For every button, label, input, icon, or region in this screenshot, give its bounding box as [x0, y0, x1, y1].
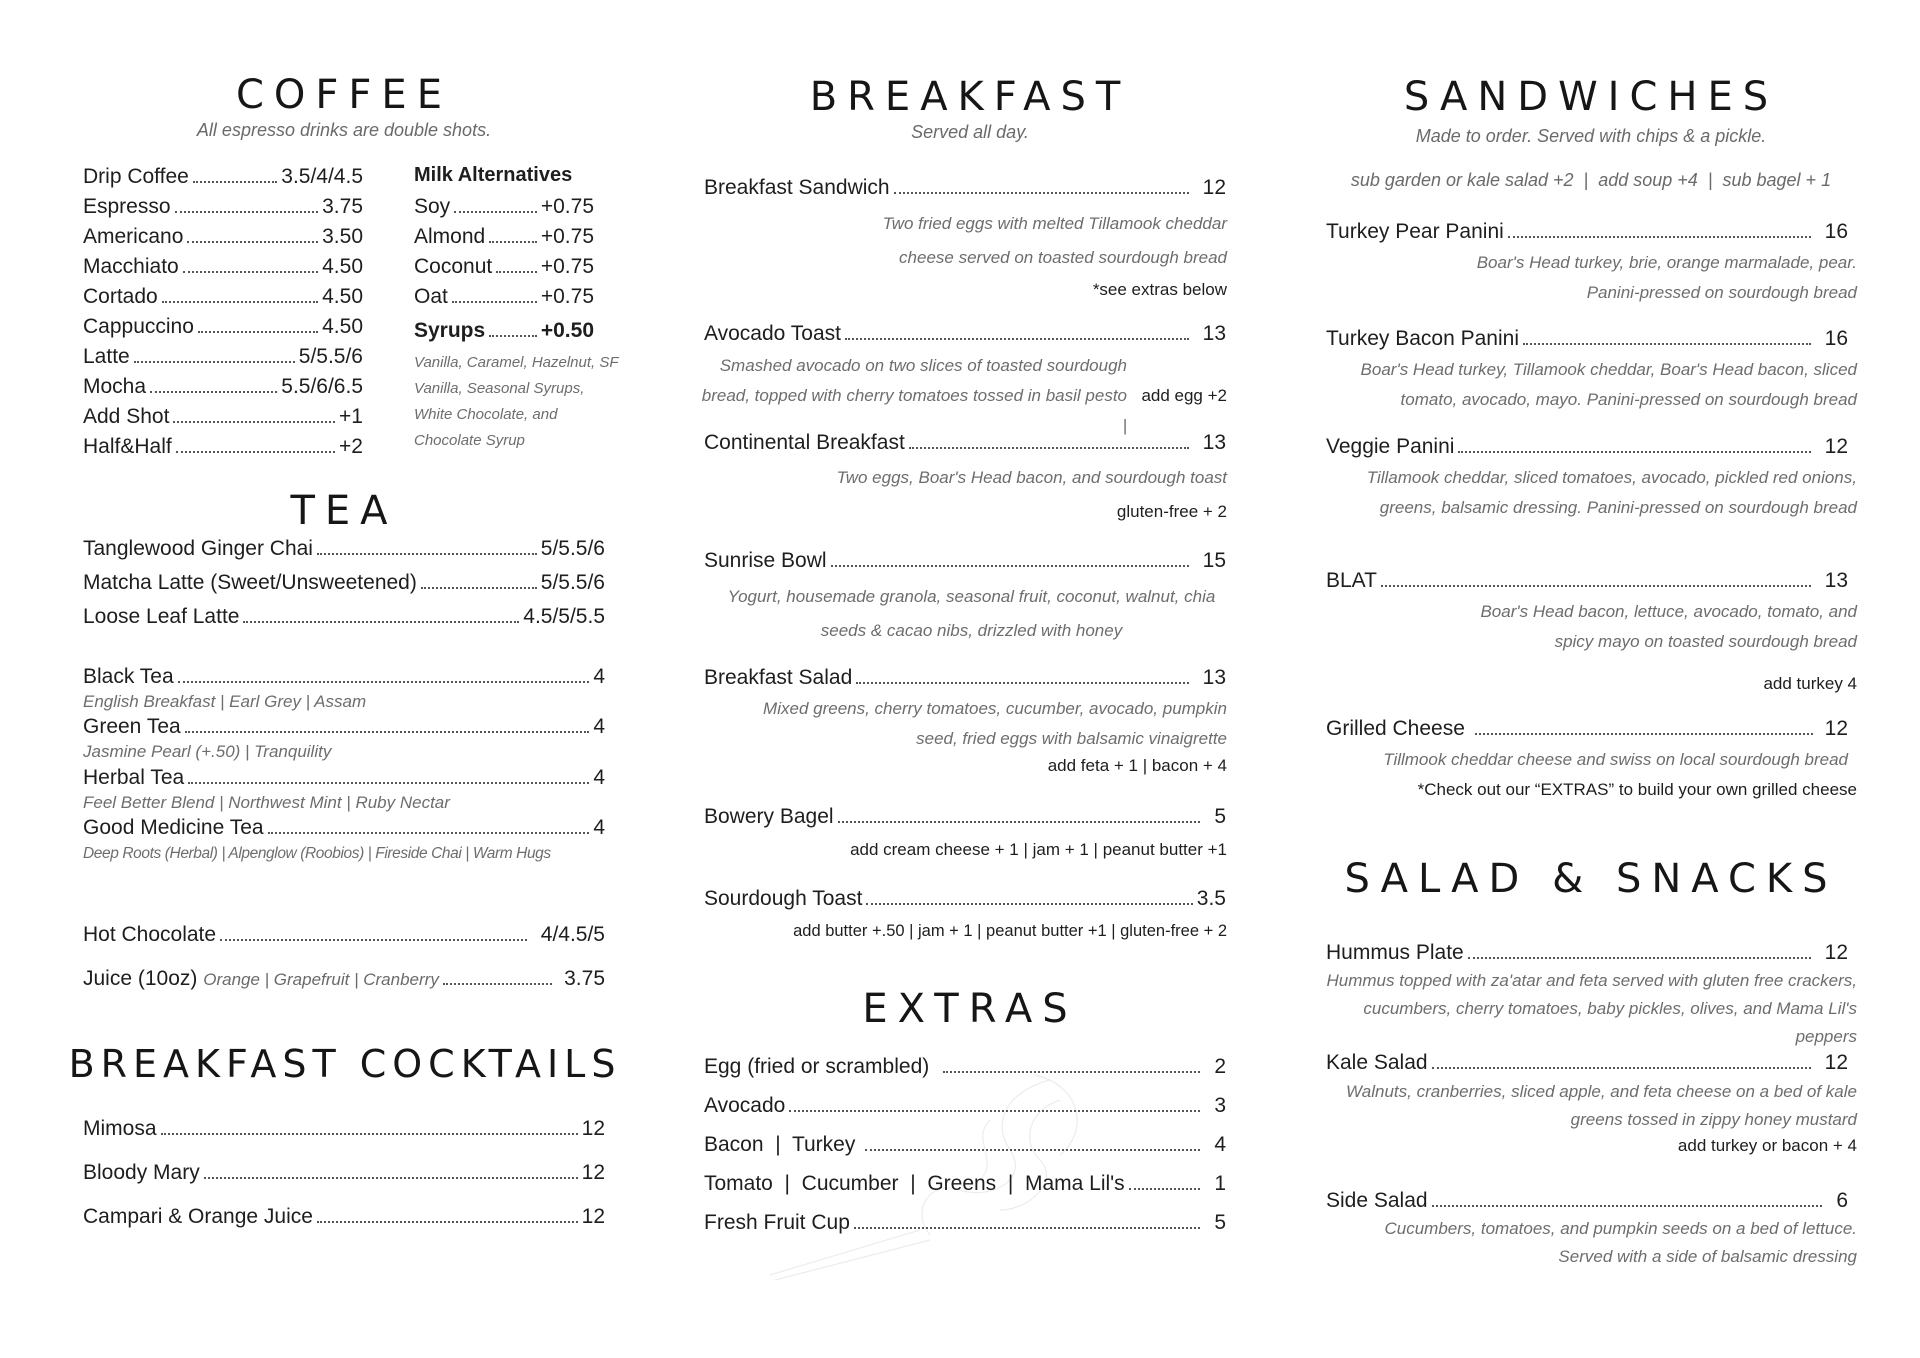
item-name: Matcha Latte (Sweet/Unsweetened) [83, 571, 417, 594]
sandwich-item [1326, 219, 1848, 245]
item-name: Mimosa [83, 1117, 157, 1140]
item-name: Mocha [83, 375, 147, 398]
item-name: Syrups [414, 319, 486, 342]
sandwiches-subtitle: Made to order. Served with chips & a pickle. [1415, 126, 1767, 146]
item-price: +0.75 [540, 255, 594, 278]
salad-item [1326, 1188, 1848, 1214]
leader-dots [909, 447, 1189, 449]
item-price: 5.5/6/6.5 [281, 375, 363, 398]
item-price: +2 [339, 435, 363, 458]
item-price: 12 [1824, 941, 1848, 964]
item-price: 3.75 [322, 195, 363, 218]
milk-item [414, 224, 594, 250]
item-name: Cortado [83, 285, 158, 308]
menu-item [83, 254, 363, 280]
item-name: Avocado Toast [704, 322, 841, 345]
cocktails-title: BREAKFAST COCKTAILS [68, 1042, 622, 1086]
tea-item [83, 815, 605, 841]
item-price: 12 [1202, 176, 1226, 199]
sandwich-item [1326, 434, 1848, 460]
item-description: Boar's Head bacon, lettuce, avocado, tomato, and spicy mayo on toasted sourdough bread [1480, 602, 1857, 651]
extras-item [704, 1171, 1226, 1197]
leader-dots [1381, 585, 1811, 587]
item-price: 4 [593, 715, 605, 738]
breakfast-item [704, 321, 1226, 347]
item-name: Veggie Panini [1326, 435, 1455, 458]
extras-title: EXTRAS [862, 986, 1078, 1032]
leader-dots [838, 821, 1201, 823]
milk-item [414, 194, 594, 220]
item-price: 13 [1202, 666, 1226, 689]
leader-dots [443, 983, 552, 985]
leader-dots [1458, 451, 1810, 453]
menu-item [83, 374, 363, 400]
item-name: Turkey Pear Panini [1326, 220, 1504, 243]
item-description: Walnuts, cranberries, sliced apple, and feta cheese on a bed of kale greens tossed in zippy honey mustard [1346, 1082, 1857, 1129]
item-price: 4.50 [322, 285, 363, 308]
milk-item [414, 254, 594, 280]
tea-item [83, 765, 605, 791]
leader-dots [193, 181, 277, 183]
menu-item [83, 194, 363, 220]
item-price: 4 [1214, 1133, 1226, 1156]
item-name: Campari & Orange Juice [83, 1205, 313, 1228]
leader-dots [220, 939, 527, 941]
sandwich-item [1326, 716, 1848, 742]
item-addon: *see extras below [1092, 280, 1227, 299]
leader-dots [150, 391, 277, 393]
menu-item [83, 434, 363, 460]
leader-dots [866, 903, 1192, 905]
leader-dots [1432, 1067, 1811, 1069]
leader-dots [845, 338, 1189, 340]
item-description: Boar's Head turkey, brie, orange marmalade, pear. Panini-pressed on sourdough bread [1476, 253, 1857, 302]
leader-dots [161, 1133, 578, 1135]
leader-dots [176, 451, 335, 453]
sandwich-item [1326, 568, 1848, 594]
item-price: 3.5/4/4.5 [281, 165, 363, 188]
item-addon: gluten-free + 2 [1116, 502, 1227, 521]
item-name: Avocado [704, 1094, 786, 1117]
breakfast-item [704, 548, 1226, 574]
leader-dots [1508, 236, 1811, 238]
item-name: Good Medicine Tea [83, 816, 264, 839]
breakfast-title: BREAKFAST [809, 74, 1131, 120]
extras-item [704, 1093, 1226, 1119]
item-price: 16 [1824, 220, 1848, 243]
leader-dots [421, 587, 537, 589]
sandwich-item [1326, 326, 1848, 352]
leader-dots [854, 1227, 1200, 1229]
extras-item [704, 1054, 1226, 1080]
item-addon: *Check out our “EXTRAS” to build your own grilled cheese [1417, 780, 1857, 799]
item-price: 12 [1824, 1051, 1848, 1074]
sandwiches-title: SANDWICHES [1403, 74, 1779, 120]
item-price: +0.75 [540, 225, 594, 248]
syrups-item [414, 318, 594, 344]
item-name: Hummus Plate [1326, 941, 1464, 964]
coffee-subtitle: All espresso drinks are double shots. [196, 120, 492, 140]
item-name: Half&Half [83, 435, 172, 458]
leader-dots [831, 565, 1189, 567]
item-name: Black Tea [83, 665, 174, 688]
syrup-flavors: Vanilla, Caramel, Hazelnut, SF Vanilla, Seasonal Syrups, White Chocolate, and Chocolate Syrup [414, 354, 619, 449]
leader-dots [317, 553, 537, 555]
cocktail-item [83, 1116, 605, 1142]
tea-varieties: English Breakfast | Earl Grey | Assam [83, 692, 367, 711]
leader-dots [175, 211, 319, 213]
coffee-title: COFFEE [236, 72, 452, 118]
item-description: Two eggs, Boar's Head bacon, and sourdough toast [836, 468, 1227, 487]
item-name: Drip Coffee [83, 165, 189, 188]
item-price: 5 [1214, 805, 1226, 828]
item-price: 4 [593, 816, 605, 839]
menu-item [83, 404, 363, 430]
item-name: BLAT [1326, 569, 1377, 592]
leader-dots [1475, 733, 1813, 735]
tea-latte-item [83, 604, 605, 630]
leader-dots [452, 301, 537, 303]
item-price: +0.75 [540, 195, 594, 218]
item-name: Bowery Bagel [704, 805, 834, 828]
leader-dots [187, 241, 318, 243]
breakfast-item [704, 665, 1226, 691]
item-name: Egg (fried or scrambled) [704, 1055, 930, 1078]
leader-dots [865, 1149, 1200, 1151]
item-price: 3 [1214, 1094, 1226, 1117]
item-price: 13 [1824, 569, 1848, 592]
item-name: Side Salad [1326, 1189, 1428, 1212]
item-name: Macchiato [83, 255, 179, 278]
leader-dots [317, 1221, 578, 1223]
item-name: Hot Chocolate [83, 923, 217, 946]
hot-chocolate-item [83, 922, 605, 948]
leader-dots [454, 211, 537, 213]
leader-dots [188, 782, 589, 784]
leader-dots [268, 832, 590, 834]
leader-dots [789, 1110, 1200, 1112]
item-description: Yogurt, housemade granola, seasonal fruit, coconut, walnut, chia seeds & cacao nibs, drizzled with honey [727, 587, 1216, 640]
item-name: Kale Salad [1326, 1051, 1428, 1074]
milk-alternatives-heading: Milk Alternatives [414, 164, 573, 186]
item-price: 4.50 [322, 315, 363, 338]
item-name: Breakfast Sandwich [704, 176, 890, 199]
extras-item [704, 1210, 1226, 1236]
item-price: 3.5 [1196, 887, 1226, 910]
item-name: Herbal Tea [83, 766, 185, 789]
item-description: Boar's Head turkey, Tillamook cheddar, Boar's Head bacon, sliced tomato, avocado, mayo. Panini-pressed on sourdough bread [1360, 360, 1857, 409]
milk-item [414, 284, 594, 310]
item-price: +0.75 [540, 285, 594, 308]
item-price: 2 [1214, 1055, 1226, 1078]
item-price: 16 [1824, 327, 1848, 350]
item-name: Continental Breakfast [704, 431, 905, 454]
menu-item [83, 344, 363, 370]
tea-varieties: Deep Roots (Herbal) | Alpenglow (Roobios) | Fireside Chai | Warm Hugs [83, 845, 551, 862]
item-price: 4.5/5/5.5 [523, 605, 605, 628]
item-addon: add butter +.50 | jam + 1 | peanut butter +1 | gluten-free + 2 [793, 922, 1227, 940]
item-price: 6 [1836, 1189, 1848, 1212]
item-price: 12 [581, 1205, 605, 1228]
juice-options: Orange | Grapefruit | Cranberry [203, 970, 439, 989]
item-name: Almond [414, 225, 486, 248]
leader-dots [243, 621, 519, 623]
leader-dots [183, 271, 318, 273]
item-price: 4.50 [322, 255, 363, 278]
item-addon: add turkey or bacon + 4 [1677, 1136, 1857, 1155]
salad-item [1326, 1050, 1848, 1076]
breakfast-item [704, 886, 1226, 912]
item-price: 3.75 [564, 967, 605, 990]
item-description: Tillamook cheddar, sliced tomatoes, avocado, pickled red onions, greens, balsamic dressing. Panini-pressed on sourdough bread [1366, 468, 1857, 517]
item-name: Latte [83, 345, 130, 368]
leader-dots [204, 1177, 578, 1179]
item-name: Oat [414, 285, 448, 308]
item-price: 3.50 [322, 225, 363, 248]
leader-dots [185, 731, 590, 733]
leader-dots [496, 271, 537, 273]
item-name: Sourdough Toast [704, 887, 863, 910]
item-price: 4/4.5/5 [540, 923, 605, 946]
menu-item [83, 284, 363, 310]
menu-item [83, 164, 363, 190]
item-description: Tillmook cheddar cheese and swiss on local sourdough bread [1383, 750, 1848, 769]
tea-latte-item [83, 536, 605, 562]
item-price: 12 [581, 1117, 605, 1140]
leader-dots [178, 681, 590, 683]
item-description: Cucumbers, tomatoes, and pumpkin seeds on a bed of lettuce. Served with a side of balsamic dressing [1384, 1219, 1857, 1266]
item-name: Bloody Mary [83, 1161, 200, 1184]
item-addon: add egg +2 [1141, 386, 1227, 405]
leader-dots [162, 301, 318, 303]
item-name: Turkey Bacon Panini [1326, 327, 1519, 350]
item-name: Cappuccino [83, 315, 194, 338]
juice-item [83, 966, 605, 993]
item-price: 12 [1824, 435, 1848, 458]
cocktail-item [83, 1160, 605, 1186]
leader-dots [1468, 957, 1811, 959]
item-name: Soy [414, 195, 451, 218]
item-price: 13 [1202, 431, 1226, 454]
item-price: 12 [1824, 717, 1848, 740]
item-addon: add feta + 1 | bacon + 4 [1047, 756, 1227, 775]
leader-dots [1432, 1205, 1823, 1207]
salad-item [1326, 940, 1848, 966]
item-price: 13 [1202, 322, 1226, 345]
item-name: Fresh Fruit Cup [704, 1211, 850, 1234]
item-name: Espresso [83, 195, 171, 218]
item-price: 4 [593, 665, 605, 688]
breakfast-item [704, 430, 1226, 456]
leader-dots [856, 682, 1188, 684]
cocktail-item [83, 1204, 605, 1230]
item-price: 5/5.5/6 [540, 571, 605, 594]
item-price: 1 [1214, 1172, 1226, 1195]
item-price: +1 [339, 405, 363, 428]
item-name: Coconut [414, 255, 493, 278]
tea-item [83, 664, 605, 690]
item-addon: add turkey 4 [1763, 674, 1857, 693]
leader-dots [943, 1071, 1200, 1073]
breakfast-subtitle: Served all day. [911, 122, 1029, 142]
leader-dots [134, 361, 295, 363]
leader-dots [173, 421, 335, 423]
breakfast-item [704, 804, 1226, 830]
menu-item [83, 224, 363, 250]
item-name: Grilled Cheese [1326, 717, 1465, 740]
breakfast-item [704, 175, 1226, 201]
extras-item [704, 1132, 1226, 1158]
item-name: Americano [83, 225, 184, 248]
item-price: 5/5.5/6 [540, 537, 605, 560]
item-name: Bacon | Turkey [704, 1133, 856, 1156]
item-name: Tanglewood Ginger Chai [83, 537, 313, 560]
tea-title: TEA [290, 488, 398, 534]
item-name: Juice (10oz) [83, 967, 198, 990]
tea-item [83, 714, 605, 740]
salads-title: SALAD & SNACKS [1344, 856, 1838, 902]
item-name: Green Tea [83, 715, 181, 738]
item-addon: add cream cheese + 1 | jam + 1 | peanut butter +1 [850, 840, 1227, 859]
leader-dots [198, 331, 318, 333]
item-description: Hummus topped with za'atar and feta served with gluten free crackers, cucumbers, cherry tomatoes, baby pickles, olives, and Mama Lil's peppers [1326, 971, 1857, 1046]
sandwiches-substitutions: sub garden or kale salad +2 | add soup +4 | sub bagel + 1 [1350, 170, 1832, 190]
item-name: Sunrise Bowl [704, 549, 827, 572]
leader-dots [1523, 343, 1811, 345]
item-name: Add Shot [83, 405, 170, 428]
leader-dots [1129, 1188, 1201, 1190]
item-price: 12 [581, 1161, 605, 1184]
menu-item [83, 314, 363, 340]
item-description: Two fried eggs with melted Tillamook cheddar cheese served on toasted sourdough bread [882, 214, 1227, 267]
item-price: +0.50 [540, 319, 594, 342]
leader-dots [489, 335, 537, 337]
leader-dots [894, 192, 1189, 194]
tea-varieties: Feel Better Blend | Northwest Mint | Ruby Nectar [83, 793, 450, 812]
item-name: Loose Leaf Latte [83, 605, 240, 628]
item-name: Breakfast Salad [704, 666, 853, 689]
leader-dots [489, 241, 537, 243]
tea-varieties: Jasmine Pearl (+.50) | Tranquility [83, 742, 332, 761]
tea-latte-item [83, 570, 605, 596]
item-price: 5/5.5/6 [298, 345, 363, 368]
item-description: Mixed greens, cherry tomatoes, cucumber, avocado, pumpkin seed, fried eggs with balsamic vinaigrette [763, 699, 1227, 748]
item-description: Smashed avocado on two slices of toasted sourdough bread, topped with cherry tomatoes tossed in basil pesto | [701, 356, 1127, 435]
item-price: 4 [593, 766, 605, 789]
item-price: 5 [1214, 1211, 1226, 1234]
item-name: Tomato | Cucumber | Greens | Mama Lil's [704, 1172, 1125, 1195]
item-price: 15 [1202, 549, 1226, 572]
